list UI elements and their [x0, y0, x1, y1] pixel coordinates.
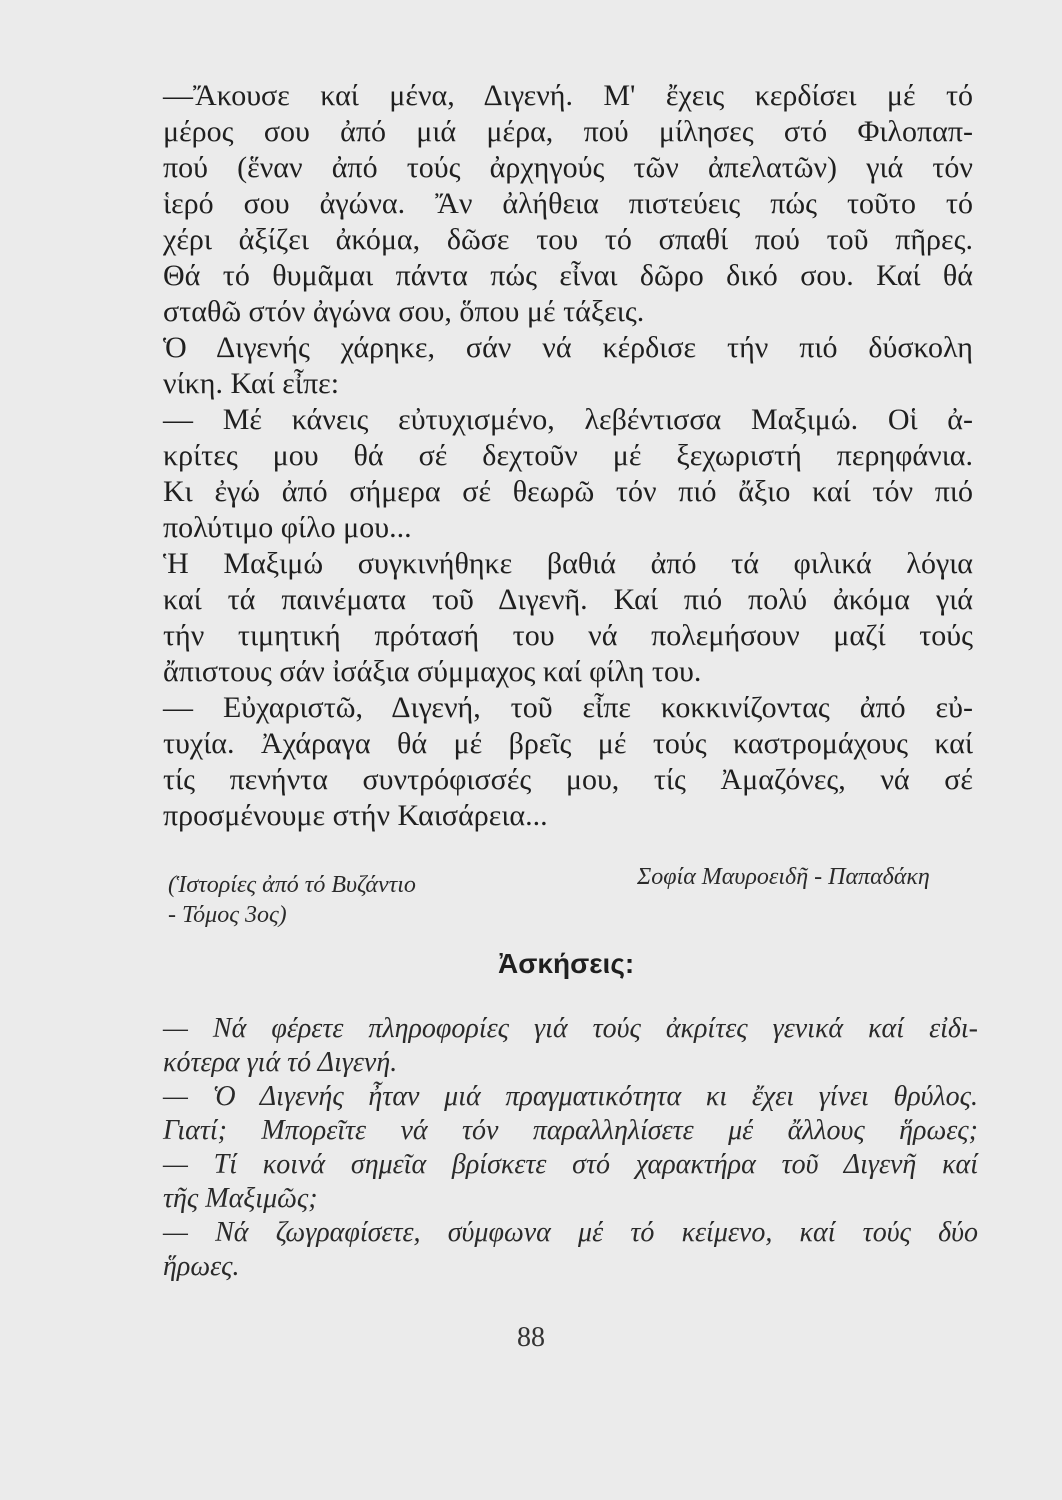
- exercise-line: — Νά φέρετε πληροφορίες γιά τούς ἀκρίτες γενικά καί εἰδι-: [163, 1013, 978, 1044]
- source-book-line1: (Ἱστορίες ἀπό τό Βυζάντιο: [168, 872, 416, 898]
- story-line: χέρι ἀξίζει ἀκόμα, δῶσε του τό σπαθί πού τοῦ πῆρες.: [163, 223, 973, 256]
- story-line: Θά τό θυμᾶμαι πάντα πώς εἶναι δῶρο δικό σου. Καί θά: [163, 259, 973, 292]
- exercises-heading: Ἀσκήσεις:: [498, 948, 635, 979]
- page-number: 88: [517, 1322, 545, 1353]
- story-line: ἱερό σου ἀγώνα. Ἄν ἀλήθεια πιστεύεις πώς τοῦτο τό: [163, 187, 973, 220]
- story-line: πολύτιμο φίλο μου...: [163, 511, 412, 544]
- story-line: τήν τιμητική πρότασή του νά πολεμήσουν μαζί τούς: [163, 619, 973, 652]
- exercise-line: Γιατί; Μπορεῖτε νά τόν παραλληλίσετε μέ ἄλλους ἥρωες;: [163, 1115, 978, 1146]
- story-line: πού (ἕναν ἀπό τούς ἀρχηγούς τῶν ἀπελατῶν) γιά τόν: [163, 151, 973, 184]
- story-line: — Εὐχαριστῶ, Διγενή, τοῦ εἶπε κοκκινίζοντας ἀπό εὐ-: [163, 691, 973, 724]
- story-line: — Μέ κάνεις εὐτυχισμένο, λεβέντισσα Μαξιμώ. Οἱ ἀ-: [163, 403, 973, 436]
- exercise-line: — Νά ζωγραφίσετε, σύμφωνα μέ τό κείμενο, καί τούς δύο: [163, 1217, 978, 1248]
- story-line: Ἡ Μαξιμώ συγκινήθηκε βαθιά ἀπό τά φιλικά λόγια: [163, 547, 973, 580]
- story-line: Ὁ Διγενής χάρηκε, σάν νά κέρδισε τήν πιό δύσκολη: [163, 331, 973, 364]
- story-line: προσμένουμε στήν Καισάρεια...: [163, 799, 548, 832]
- story-line: καί τά παινέματα τοῦ Διγενῆ. Καί πιό πολύ ἀκόμα γιά: [163, 583, 973, 616]
- story-line: κρίτες μου θά σέ δεχτοῦν μέ ξεχωριστή περηφάνια.: [163, 439, 973, 472]
- source-book-line2: - Τόμος 3ος): [168, 902, 287, 928]
- story-line: τίς πενήντα συντρόφισσές μου, τίς Ἀμαζόνες, νά σέ: [163, 763, 973, 796]
- story-line: ἄπιστους σάν ἰσάξια σύμμαχος καί φίλη του.: [163, 655, 702, 688]
- story-line: τυχία. Ἀχάραγα θά μέ βρεῖς μέ τούς καστρομάχους καί: [163, 727, 973, 760]
- story-line: νίκη. Καί εἶπε:: [163, 367, 340, 400]
- story-line: Κι ἐγώ ἀπό σήμερα σέ θεωρῶ τόν πιό ἄξιο καί τόν πιό: [163, 475, 973, 508]
- story-line: —Ἄκουσε καί μένα, Διγενή. Μ' ἔχεις κερδίσει μέ τό: [163, 79, 973, 112]
- story-line: μέρος σου ἀπό μιά μέρα, πού μίλησες στό Φιλοπαπ-: [163, 115, 973, 148]
- exercise-line: τῆς Μαξιμῶς;: [163, 1183, 318, 1214]
- exercise-line: — Τί κοινά σημεῖα βρίσκετε στό χαρακτήρα τοῦ Διγενῆ καί: [163, 1149, 978, 1180]
- exercise-line: — Ὁ Διγενής ἦταν μιά πραγματικότητα κι ἔχει γίνει θρύλος.: [163, 1081, 978, 1112]
- exercise-line: κότερα γιά τό Διγενή.: [163, 1047, 398, 1078]
- source-author: Σοφία Μαυροειδῆ - Παπαδάκη: [637, 864, 930, 890]
- exercise-line: ἥρωες.: [163, 1251, 240, 1282]
- story-line: σταθῶ στόν ἀγώνα σου, ὅπου μέ τάξεις.: [163, 295, 645, 328]
